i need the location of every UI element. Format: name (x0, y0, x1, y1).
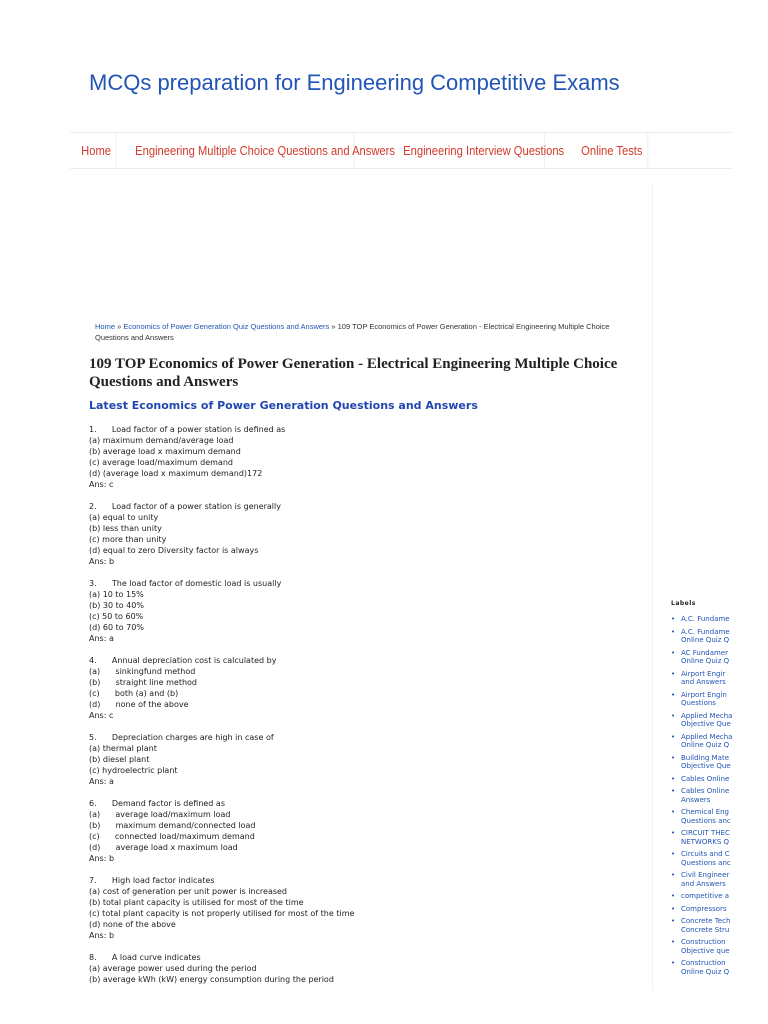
label-text: Objective que (681, 946, 730, 955)
label-text: and Answers (681, 678, 726, 686)
breadcrumb-current: 109 TOP Economics of Power Generation - Electrical Engineering Multiple Choice Questions and Answers (95, 322, 610, 342)
label-link[interactable] (671, 775, 733, 784)
nav-interview-questions[interactable]: Engineering Interview Questions (392, 133, 545, 168)
label-link[interactable] (671, 649, 733, 666)
question-item (89, 875, 634, 941)
question-line: (a) thermal plant (89, 744, 157, 753)
label-link[interactable] (671, 754, 733, 771)
question-line: (b) diesel plant (89, 755, 150, 764)
label-link[interactable] (671, 892, 733, 901)
bullet-icon: • (671, 917, 676, 925)
question-line: (a) equal to unity (89, 513, 159, 522)
bullet-icon: • (671, 787, 676, 795)
label-text: Concrete Stru (681, 925, 730, 934)
question-line: (b) straight line method (89, 678, 197, 687)
label-text: Applied Mecha (681, 732, 733, 741)
label-text: A.C. Fundame (681, 627, 730, 636)
label-text: Chemical Eng (681, 808, 730, 816)
breadcrumb (95, 321, 625, 343)
label-link[interactable] (671, 850, 733, 867)
label-link[interactable] (671, 959, 733, 976)
label-text: CIRCUIT THEC (681, 829, 730, 837)
bullet-icon: • (671, 615, 676, 623)
question-line: (a) sinkingfund method (89, 667, 196, 676)
breadcrumb-separator: » (329, 322, 338, 331)
label-text: Construction (681, 959, 726, 967)
label-text: Applied Mecha (681, 711, 733, 720)
question-line: (c) 50 to 60% (89, 612, 144, 621)
label-text: Online Quiz Q (681, 741, 730, 749)
nav-online-tests[interactable]: Online Tests (570, 133, 648, 168)
question-text: 1. Load factor of a power station is defined as (89, 425, 286, 434)
question-item (89, 655, 634, 721)
question-line: (c) more than unity (89, 535, 167, 544)
label-text: and Answers (681, 879, 726, 888)
question-line: (a) average load/maximum load (89, 810, 231, 819)
bullet-icon: • (671, 892, 676, 900)
label-text: Online Quiz Q (681, 967, 730, 976)
question-item (89, 501, 634, 567)
bullet-icon: • (671, 648, 676, 657)
question-line: (d) 60 to 70% (89, 623, 144, 632)
nav-home[interactable]: Home (70, 133, 116, 168)
question-item (89, 424, 634, 490)
question-line: (b) average load x maximum demand (89, 447, 241, 456)
label-link[interactable] (671, 733, 733, 750)
breadcrumb-category-link[interactable]: Economics of Power Generation Quiz Questions and Answers (123, 322, 330, 331)
label-text: Cables Online (681, 774, 730, 783)
question-text: 6. Demand factor is defined as (89, 799, 225, 808)
question-text: 7. High load factor indicates (89, 876, 215, 885)
label-text: Construction (681, 938, 726, 946)
label-link[interactable] (671, 670, 733, 687)
label-text: NETWORKS Q (681, 837, 729, 846)
label-link[interactable] (671, 712, 733, 729)
breadcrumb-home-link[interactable]: Home (95, 322, 116, 331)
label-link[interactable] (671, 938, 733, 955)
post-subtitle: Latest Economics of Power Generation Questions and Answers (89, 399, 478, 412)
label-text: Questions anc (681, 858, 731, 867)
label-text: competitive a (681, 892, 730, 900)
bullet-icon: • (671, 627, 676, 636)
question-text: 8. A load curve indicates (89, 953, 201, 962)
sidebar-divider (652, 185, 653, 990)
label-link[interactable] (671, 691, 733, 708)
question-line: (a) average power used during the period (89, 964, 257, 973)
question-line: Ans: b (89, 557, 115, 566)
label-text: Answers (681, 795, 711, 804)
label-link[interactable] (671, 628, 733, 645)
label-text: Objective Que (681, 720, 731, 728)
bullet-icon: • (671, 829, 676, 837)
site-title[interactable]: MCQs preparation for Engineering Competitive Exams (89, 70, 620, 95)
label-text: Objective Que (681, 762, 731, 770)
question-line: (d) (average load x maximum demand)172 (89, 469, 263, 478)
question-line: (c) both (a) and (b) (89, 689, 179, 698)
bullet-icon: • (671, 732, 676, 741)
label-text: Airport Engir (681, 669, 726, 678)
question-line: (b) average kWh (kW) energy consumption during the period (89, 975, 334, 984)
bullet-icon: • (671, 753, 676, 762)
label-text: Questions anc (681, 816, 731, 825)
label-text: A.C. Fundame (681, 615, 730, 623)
bullet-icon: • (671, 904, 676, 913)
labels-sidebar (671, 600, 733, 980)
label-text: Circuits and C (681, 850, 730, 858)
nav-engineering-mcq[interactable]: Engineering Multiple Choice Questions and Answers (124, 133, 354, 168)
question-line: (b) less than unity (89, 524, 162, 533)
bullet-icon: • (671, 871, 676, 879)
label-link[interactable] (671, 871, 733, 888)
bullet-icon: • (671, 850, 676, 858)
label-text: AC Fundamer (681, 648, 729, 657)
labels-list (671, 615, 733, 976)
question-line: (c) total plant capacity is not properly utilised for most of the time (89, 909, 355, 918)
question-line: (d) none of the above (89, 920, 176, 929)
label-link[interactable] (671, 808, 733, 825)
question-item (89, 952, 634, 985)
bullet-icon: • (671, 808, 676, 816)
question-line: (b) 30 to 40% (89, 601, 144, 610)
question-line: (b) total plant capacity is utilised for most of the time (89, 898, 304, 907)
question-item (89, 798, 634, 864)
question-line: (c) hydroelectric plant (89, 766, 178, 775)
bullet-icon: • (671, 690, 676, 699)
label-text: Cables Online (681, 787, 730, 795)
question-line: Ans: b (89, 931, 115, 940)
question-list (89, 424, 634, 996)
label-text: Questions (681, 699, 716, 707)
label-text: Compressors (681, 904, 727, 913)
bullet-icon: • (671, 669, 676, 678)
question-line: (d) equal to zero Diversity factor is always (89, 546, 259, 555)
main-nav (70, 132, 732, 169)
question-line: (a) maximum demand/average load (89, 436, 234, 445)
question-item (89, 732, 634, 787)
post-title: 109 TOP Economics of Power Generation - Electrical Engineering Multiple Choice Questions and Answers (89, 356, 618, 390)
question-text: 5. Depreciation charges are high in case of (89, 733, 274, 742)
bullet-icon: • (671, 938, 676, 946)
label-link[interactable] (671, 905, 733, 914)
bullet-icon: • (671, 959, 676, 967)
label-text: Airport Engin (681, 690, 727, 699)
question-line: Ans: a (89, 634, 114, 643)
bullet-icon: • (671, 774, 676, 783)
question-line: (a) cost of generation per unit power is increased (89, 887, 288, 896)
label-link[interactable] (671, 615, 733, 624)
question-line: Ans: c (89, 711, 114, 720)
question-text: 3. The load factor of domestic load is usually (89, 579, 282, 588)
question-line: (c) average load/maximum demand (89, 458, 233, 467)
breadcrumb-separator: » (115, 322, 124, 331)
question-line: (d) none of the above (89, 700, 189, 709)
question-line: (d) average load x maximum load (89, 843, 238, 852)
question-text: 2. Load factor of a power station is generally (89, 502, 281, 511)
bullet-icon: • (671, 711, 676, 720)
question-line: (c) connected load/maximum demand (89, 832, 255, 841)
label-link[interactable] (671, 787, 733, 804)
question-line: Ans: b (89, 854, 115, 863)
label-text: Online Quiz Q (681, 657, 730, 665)
question-line: (b) maximum demand/connected load (89, 821, 256, 830)
question-text: 4. Annual depreciation cost is calculated by (89, 656, 277, 665)
question-line: Ans: a (89, 777, 114, 786)
label-link[interactable] (671, 829, 733, 846)
question-line: Ans: c (89, 480, 114, 489)
question-item (89, 578, 634, 644)
question-line: (a) 10 to 15% (89, 590, 144, 599)
labels-heading: Labels (671, 600, 696, 607)
label-text: Online Quiz Q (681, 636, 730, 644)
label-text: Concrete Tech (681, 917, 731, 925)
label-text: Building Mate (681, 753, 730, 762)
label-text: Civil Engineer (681, 871, 730, 879)
label-link[interactable] (671, 917, 733, 934)
